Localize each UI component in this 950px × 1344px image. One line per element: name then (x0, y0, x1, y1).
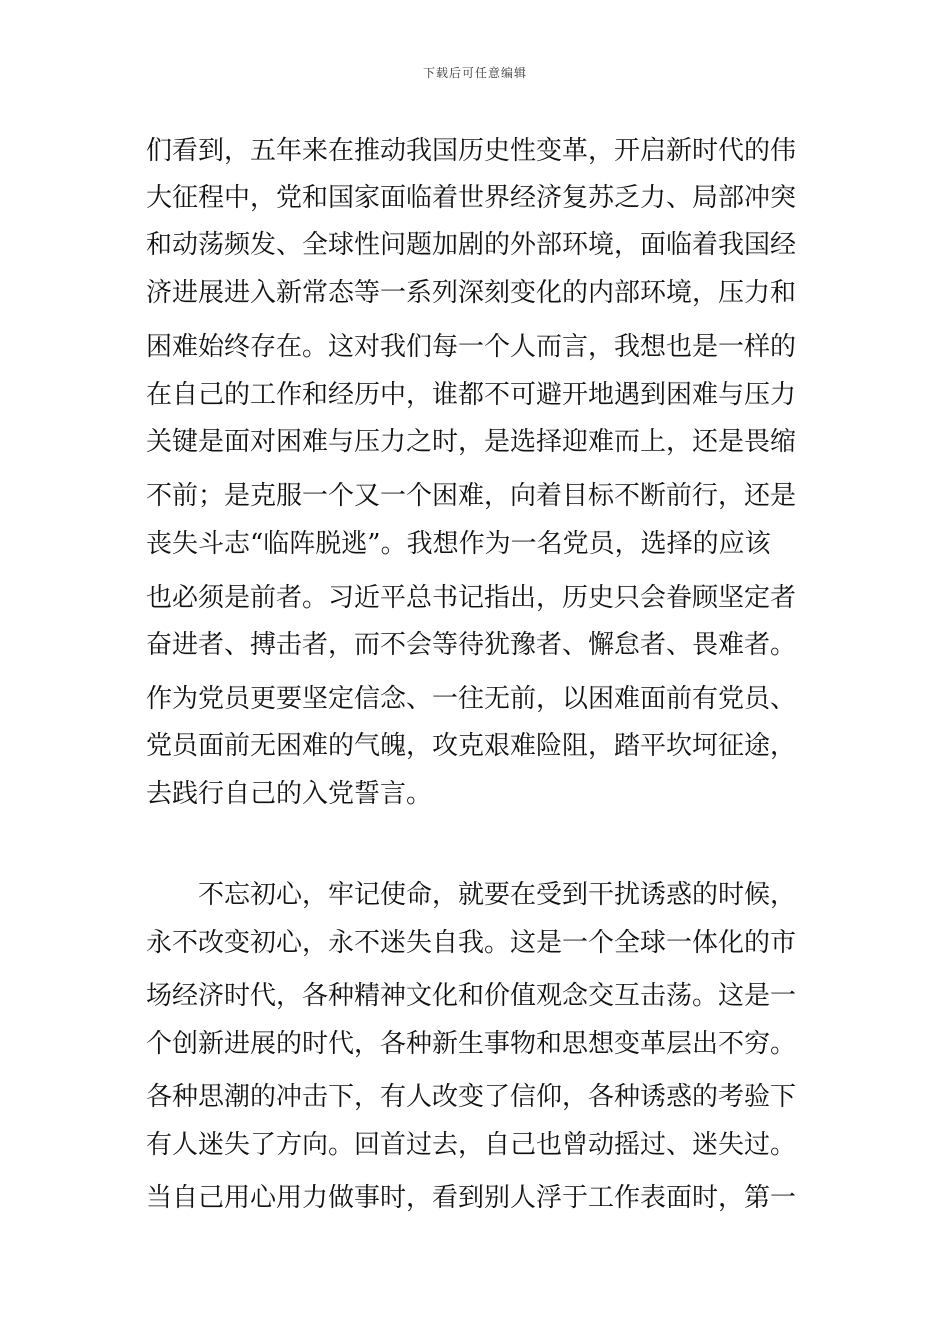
paragraph-line: 各种思潮的冲击下，有人改变了信仰，各种诱惑的考验下 (146, 1082, 797, 1112)
paragraph-line: 关键是面对困难与压力之时，是选择迎难而上，还是畏缩 (146, 427, 797, 457)
paragraph-line: 有人迷失了方向。回首过去，自己也曾动摇过、迷失过。 (146, 1130, 797, 1160)
paragraph-line: 不前；是克服一个又一个困难，向着目标不断前行，还是 (146, 481, 797, 511)
paragraph-line: 丧失斗志“临阵脱逃”。我想作为一名党员，选择的应该 (146, 529, 771, 559)
paragraph-line: 也必须是前者。习近平总书记指出，历史只会眷顾坚定者 (146, 583, 797, 613)
page-header: 下载后可任意编辑 (422, 66, 527, 80)
paragraph-line: 奋进者、搏击者，而不会等待犹豫者、懈怠者、畏难者。 (146, 630, 797, 660)
paragraph-line: 当自己用心用力做事时，看到别人浮于工作表面时，第一 (146, 1183, 797, 1213)
paragraph-line: 去践行自己的入党誓言。 (146, 779, 433, 809)
paragraph-line: 场经济时代，各种精神文化和价值观念交互击荡。这是一 (146, 981, 797, 1011)
paragraph-line: 大征程中，党和国家面临着世界经济复苏乏力、局部冲突 (146, 183, 797, 213)
paragraph-line: 党员面前无困难的气魄，攻克艰难险阻，踏平坎坷征途， (146, 731, 797, 761)
paragraph-line: 不忘初心，牢记使命，就要在受到干扰诱惑的时候， (198, 880, 797, 910)
paragraph-line: 和动荡频发、全球性问题加剧的外部环境，面临着我国经 (146, 230, 797, 260)
paragraph-line: 们看到，五年来在推动我国历史性变革，开启新时代的伟 (146, 136, 797, 166)
paragraph-line: 永不改变初心，永不迷失自我。这是一个全球一体化的市 (146, 928, 797, 958)
paragraph-line: 在自己的工作和经历中，谁都不可避开地遇到困难与压力 (146, 380, 797, 410)
paragraph-line: 作为党员更要坚定信念、一往无前，以困难面前有党员、 (146, 684, 797, 714)
paragraph-line: 济进展进入新常态等一系列深刻变化的内部环境，压力和 (146, 278, 797, 308)
paragraph-line: 个创新进展的时代，各种新生事物和思想变革层出不穷。 (146, 1029, 797, 1059)
paragraph-line: 困难始终存在。这对我们每一个人而言，我想也是一样的 (146, 332, 797, 362)
